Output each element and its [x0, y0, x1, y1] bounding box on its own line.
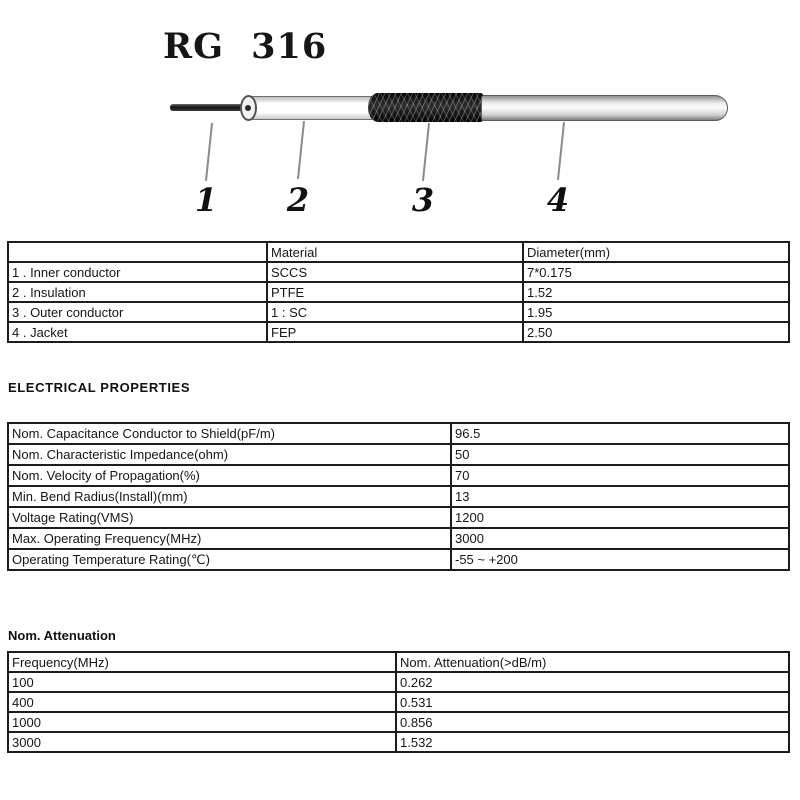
jacket-graphic [481, 95, 728, 121]
insulation-end-cap [240, 95, 257, 121]
construction-row-diameter: 7*0.175 [523, 262, 789, 282]
attenuation-value: 0.531 [396, 692, 789, 712]
electrical-property-name: Nom. Velocity of Propagation(%) [8, 465, 451, 486]
outer-conductor-braid-graphic [368, 93, 484, 122]
electrical-property-name: Nom. Capacitance Conductor to Shield(pF/m) [8, 423, 451, 444]
electrical-property-value: 13 [451, 486, 789, 507]
part-label-1: 1 [194, 181, 218, 219]
construction-row-label: 3 . Outer conductor [8, 302, 267, 322]
attenuation-value: 1.532 [396, 732, 789, 752]
table-row [8, 486, 789, 507]
attenuation-frequency: 1000 [8, 712, 396, 732]
inner-conductor-graphic [170, 104, 250, 111]
cable-diagram [0, 0, 800, 230]
electrical-properties-heading: ELECTRICAL PROPERTIES [8, 380, 191, 395]
table-row [8, 262, 789, 282]
core-cross-section-dot [245, 105, 251, 111]
table-row [8, 549, 789, 570]
attenuation-header-frequency: Frequency(MHz) [8, 652, 396, 672]
insulation-graphic [247, 96, 372, 120]
electrical-property-name: Min. Bend Radius(Install)(mm) [8, 486, 451, 507]
electrical-property-value: -55 ~ +200 [451, 549, 789, 570]
leader-line-2 [297, 121, 305, 179]
electrical-property-value: 70 [451, 465, 789, 486]
construction-row-diameter: 2.50 [523, 322, 789, 342]
construction-row-material: FEP [267, 322, 523, 342]
attenuation-frequency: 400 [8, 692, 396, 712]
leader-line-3 [422, 123, 430, 181]
table-row [8, 712, 789, 732]
construction-row-label: 1 . Inner conductor [8, 262, 267, 282]
construction-row-diameter: 1.95 [523, 302, 789, 322]
table-row [8, 322, 789, 342]
part-label-2: 2 [286, 181, 310, 219]
construction-row-material: 1 : SC [267, 302, 523, 322]
table-row [8, 423, 789, 444]
table-row [8, 528, 789, 549]
table-row [8, 302, 789, 322]
construction-row-label: 4 . Jacket [8, 322, 267, 342]
table-row [8, 444, 789, 465]
table-row [8, 672, 789, 692]
electrical-property-value: 1200 [451, 507, 789, 528]
construction-row-material: PTFE [267, 282, 523, 302]
construction-row-label: 2 . Insulation [8, 282, 267, 302]
electrical-property-name: Max. Operating Frequency(MHz) [8, 528, 451, 549]
electrical-property-value: 96.5 [451, 423, 789, 444]
table-row [8, 282, 789, 302]
construction-header-material: Material [267, 242, 523, 262]
construction-table [7, 241, 790, 343]
electrical-property-name: Voltage Rating(VMS) [8, 507, 451, 528]
attenuation-value: 0.856 [396, 712, 789, 732]
attenuation-header-value: Nom. Attenuation(>dB/m) [396, 652, 789, 672]
leader-line-4 [557, 122, 565, 180]
part-label-4: 4 [546, 181, 570, 219]
table-row [8, 465, 789, 486]
attenuation-frequency: 100 [8, 672, 396, 692]
electrical-property-name: Operating Temperature Rating(℃) [8, 549, 451, 570]
table-row [8, 692, 789, 712]
attenuation-frequency: 3000 [8, 732, 396, 752]
electrical-property-value: 50 [451, 444, 789, 465]
attenuation-header-row [8, 652, 789, 672]
construction-header-diameter: Diameter(mm) [523, 242, 789, 262]
construction-row-diameter: 1.52 [523, 282, 789, 302]
electrical-property-value: 3000 [451, 528, 789, 549]
table-row [8, 732, 789, 752]
table-row [8, 507, 789, 528]
part-label-3: 3 [411, 181, 435, 219]
electrical-property-name: Nom. Characteristic Impedance(ohm) [8, 444, 451, 465]
construction-header-row [8, 242, 789, 262]
attenuation-value: 0.262 [396, 672, 789, 692]
construction-row-material: SCCS [267, 262, 523, 282]
leader-line-1 [205, 123, 213, 181]
electrical-properties-table [7, 422, 790, 571]
nom-attenuation-heading: Nom. Attenuation [8, 628, 116, 643]
attenuation-table [7, 651, 790, 753]
page-title: RG 316 [163, 26, 328, 67]
construction-header-blank [8, 242, 267, 262]
